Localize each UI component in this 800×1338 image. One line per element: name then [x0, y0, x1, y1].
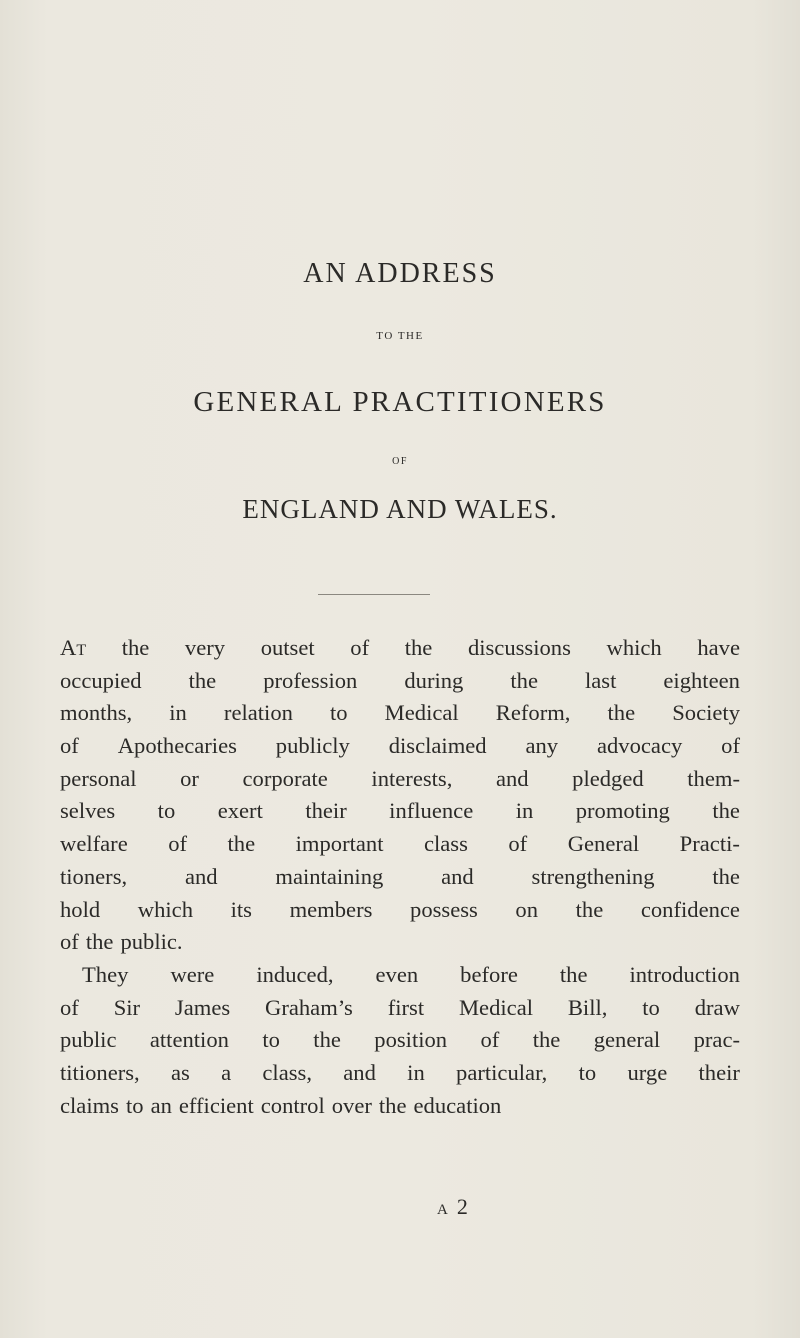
paragraph-2 [60, 959, 740, 1122]
signature-letter: A [437, 1202, 449, 1218]
signature-mark [437, 1194, 470, 1220]
text-line: They were induced, even before the introduction [82, 961, 740, 987]
text-line: public attention to the position of the general prac- [60, 1027, 740, 1053]
text-line: welfare of the important class of General Practi- [60, 831, 740, 857]
body-text [60, 632, 740, 1122]
signature-number: 2 [456, 1194, 470, 1219]
text-line: of Apothecaries publicly disclaimed any advocacy of [60, 733, 740, 759]
text-line: selves to exert their influence in promoting the [60, 798, 740, 824]
paragraph-1 [60, 632, 740, 959]
title-line-1: AN ADDRESS [303, 258, 497, 289]
text-line: At the very outset of the discussions which have [60, 635, 740, 660]
text-line: personal or corporate interests, and pledged them- [60, 765, 740, 791]
text-line: occupied the profession during the last eighteen [60, 667, 740, 693]
divider-rule [318, 594, 430, 595]
title-connector-of: OF [392, 456, 408, 467]
text-line: claims to an efficient control over the education [60, 1092, 502, 1118]
text-line: tioners, and maintaining and strengthening the [60, 863, 740, 889]
text-line: months, in relation to Medical Reform, the Society [60, 700, 740, 726]
title-line-2: GENERAL PRACTITIONERS [193, 386, 607, 418]
text-line: of the public. [60, 929, 183, 955]
text-line: of Sir James Graham’s first Medical Bill, to draw [60, 994, 740, 1020]
text-line: titioners, as a class, and in particular, to urge their [60, 1059, 740, 1085]
title-line-3: ENGLAND AND WALES. [242, 494, 558, 524]
title-connector-to-the: TO THE [376, 330, 424, 342]
text-line: hold which its members possess on the confidence [60, 896, 740, 922]
